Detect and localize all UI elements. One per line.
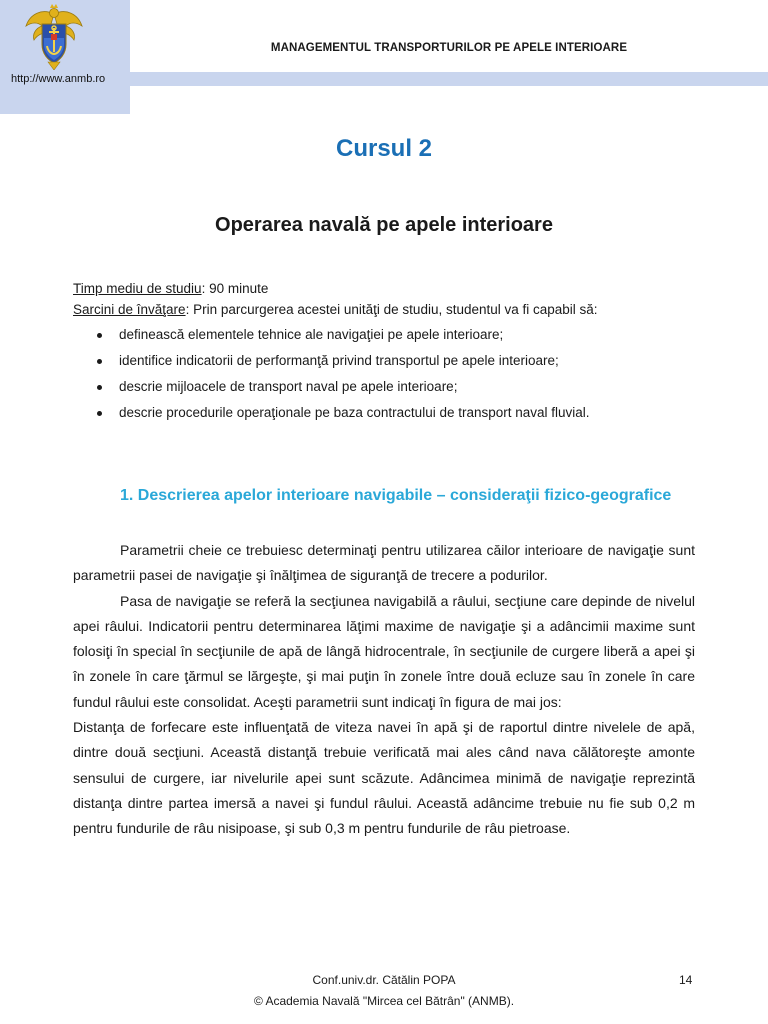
list-item: descrie procedurile operaţionale pe baza contractului de transport naval fluvial. xyxy=(73,400,713,426)
footer-copyright: © Academia Navală "Mircea cel Bătrân" (ANMB). xyxy=(253,994,515,1008)
list-item: definească elementele tehnice ale navigaţiei pe apele interioare; xyxy=(73,322,713,348)
study-time-line xyxy=(73,278,713,299)
list-item: identifice indicatorii de performanţă privind transportul pe apele interioare; xyxy=(73,348,713,374)
tasks-label: Sarcini de învăţare xyxy=(73,302,186,317)
course-title: Cursul 2 xyxy=(335,135,433,162)
header-url-link[interactable]: http://www.anmb.ro xyxy=(11,73,106,85)
paragraph: Parametrii cheie ce trebuiesc determinaţi pentru utilizarea căilor interioare de navigaţie sunt parametrii pasei de navigaţie şi înălţimea de siguranţă de trecere a podurilor. xyxy=(73,542,695,584)
study-time-label: Timp mediu de studiu xyxy=(73,281,202,296)
study-time-value: : 90 minute xyxy=(201,281,269,296)
section-body xyxy=(73,538,695,842)
section-heading: 1. Descrierea apelor interioare navigabile – consideraţii fizico-geografice xyxy=(120,487,672,504)
footer-author: Conf.univ.dr. Cătălin POPA xyxy=(312,973,456,987)
header-title: MANAGEMENTUL TRANSPORTURILOR PE APELE INTERIOARE xyxy=(270,42,628,54)
paragraph: Pasa de navigaţie se referă la secţiunea navigabilă a râului, secţiune care depinde de nivelul apei râului. Indicatorii pentru determinarea lăţimi maxime de navigaţie şi a adâncimii maxime sunt folosiţi în special în secţiunile de apă de lângă hidrocentrale, în secţiunile de curgere liberă a apei şi în zonele în care ţărmul se lărgeşte, şi mai puţin în zonele între două ecluze sau în zonele în care fundul râului este consolidat. Aceşti parametrii sunt indicaţi în figura de mai jos: xyxy=(73,592,695,710)
tasks-text: : Prin parcurgerea acestei unităţi de studiu, studentul va fi capabil să: xyxy=(185,302,598,317)
page-subtitle: Operarea navală pe apele interioare xyxy=(215,214,553,236)
page-number: 14 xyxy=(679,973,693,987)
paragraph: Distanţa de forfecare este influenţată de viteza navei în apă şi de raportul dintre nivelele de apă, dintre două secţiuni. Această distanţă trebuie verificată mai ales când nava călătoreşte amonte sensului de curgere, iar nivelurile apei sunt scăzute. Adâncimea minimă de navigaţie reprezintă distanţa dintre partea imersă a navei şi fundul râului. Această adâncime trebuie nu fie sub 0,2 m pentru fundurile de râu nisipoase, şi sub 0,3 m pentru fundurile de râu pietroase. xyxy=(73,719,695,837)
header-band xyxy=(130,72,768,86)
academy-crest-icon xyxy=(22,4,86,70)
list-item: descrie mijloacele de transport naval pe apele interioare; xyxy=(73,374,713,400)
objectives-list xyxy=(73,322,713,426)
intro-block xyxy=(73,278,713,426)
tasks-line xyxy=(73,299,713,320)
